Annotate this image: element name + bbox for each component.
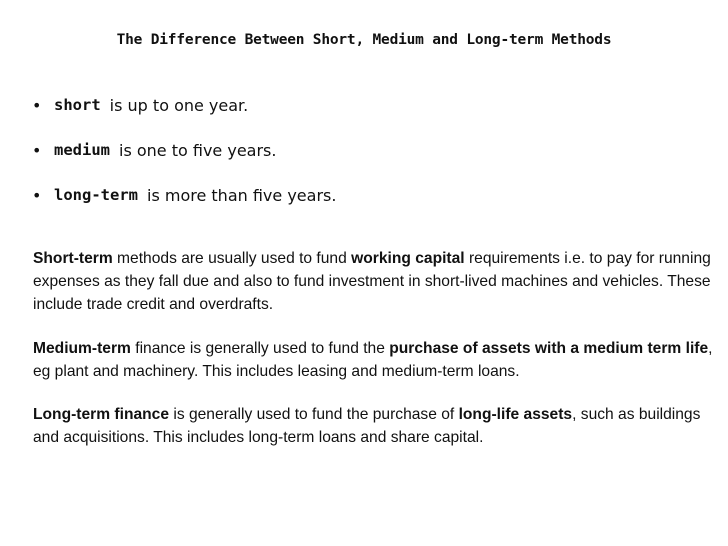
paragraph-medium-term xyxy=(33,337,723,383)
bullet-item-long-term xyxy=(32,186,336,231)
bullet-text: is up to one year. xyxy=(109,96,249,115)
paragraph-bold-phrase: working capital xyxy=(351,250,465,267)
paragraph-bold-term: Long-term finance xyxy=(33,406,170,423)
paragraph-long-term xyxy=(33,403,723,449)
paragraph-text: requirements i.e. to pay for running expenses as they fall due and also to fund investment in short-lived machines and vehicles. These include trade credit and overdrafts. xyxy=(33,250,711,313)
paragraph-text: , eg plant and machinery. This includes leasing and medium-term loans. xyxy=(33,340,713,380)
bullet-icon: • xyxy=(32,186,42,205)
paragraph-bold-term: Short-term xyxy=(33,250,113,267)
bullet-item-short xyxy=(32,96,336,141)
paragraph-text: methods are usually used to fund xyxy=(112,250,352,267)
bullet-term: long-term xyxy=(54,186,138,204)
paragraph-text: finance is generally used to fund the xyxy=(130,340,390,357)
slide-title: The Difference Between Short, Medium and Long-term Methods xyxy=(116,32,612,48)
paragraph-short-term xyxy=(33,247,723,316)
paragraph-text: , such as buildings and acquisitions. This includes long-term loans and share capital. xyxy=(33,406,701,446)
bullet-text: is more than five years. xyxy=(147,186,337,205)
bullet-icon: • xyxy=(32,141,42,160)
term-bullet-list xyxy=(32,96,336,231)
paragraph-bold-term: Medium-term xyxy=(33,340,131,357)
bullet-text: is one to five years. xyxy=(119,141,277,160)
paragraph-text: is generally used to fund the purchase of xyxy=(169,406,459,423)
paragraph-bold-phrase: purchase of assets with a medium term life xyxy=(389,340,709,357)
bullet-item-medium xyxy=(32,141,336,186)
paragraph-bold-phrase: long-life assets xyxy=(458,406,573,423)
bullet-icon: • xyxy=(32,96,42,115)
bullet-term: short xyxy=(54,96,101,114)
bullet-term: medium xyxy=(54,141,110,159)
